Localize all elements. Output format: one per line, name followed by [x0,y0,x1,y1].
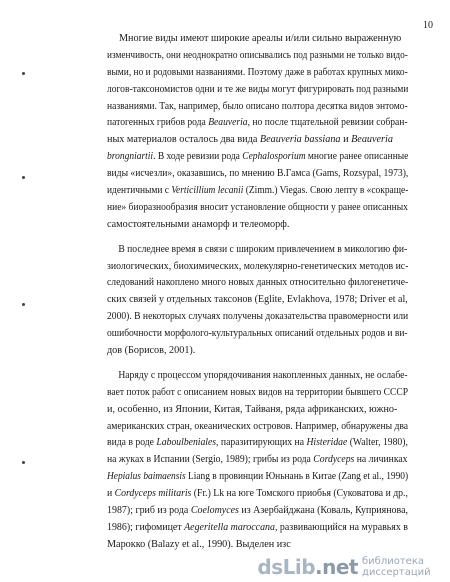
text-line: 1987); гриб из рода Coelomyces из Азербайджана (Коваль, Куприянова, [107,505,408,517]
text-line: В последнее время в связи с широким привлечением в микологию фи- [118,243,408,255]
text-line: ошибочности морфолого-культуральных описаний отдельных родов и ви- [107,328,408,340]
text-line: Наряду с процессом упорядочивания накопленных данных, не ослабе- [118,369,408,381]
watermark-logo: dsLib.net [257,555,358,579]
text-line: Hepialus baimaensis Liang в провинции Юньнань в Китае (Zang et al., 1990) [107,471,409,483]
scan-edge-mark [22,461,25,464]
text-line: дов (Борисов, 2001). [107,345,196,357]
text-line: идентичными с Verticillium lecanii (Zimm.) Viegas. Свою лепту в «сокраще- [107,185,409,197]
text-line: названиями. Так, например, было описано полтора десятка видов энтомо- [107,100,408,112]
paragraph-gap [107,234,408,242]
scan-edge-mark [22,72,25,75]
paragraph-gap [107,360,408,368]
text-line: ние» биоразнообразия вносит установление общности у ранее описанных [107,201,408,213]
watermark [257,556,442,578]
text-line: вида в роде Laboulbeniales, паразитирующих на Histeridae (Walter, 1980), [107,437,408,449]
text-line: ских связей у отдельных таксонов (Eglite, Evlakhova, 1978; Driver et al, [107,294,408,306]
text-line: brongniartii. В ходе ревизии рода Cephalosporium многие ранее описанные [107,151,409,163]
watermark-subtitle: библиотека диссертаций [362,556,431,578]
text-line: самостоятельными анаморф и телеоморф. [107,218,290,230]
text-line: Многие виды имеют широкие ареалы и/или сильно выраженную [119,33,402,44]
text-line: американских стран, океанических островов. Например, обнаружены два [107,420,409,432]
text-line: следований накоплено много новых данных относительно филогенетиче- [107,277,409,289]
text-line: и Cordyceps militaris (Fr.) Lk на юге Томского приобья (Суковатова и др., [107,488,408,500]
text-line: виды «исчезли», оказавшись, по мнению В.Гамса (Gams, Rozsypal, 1973), [107,168,409,180]
text-line: 1986); гифомицет Aegeritella maroccana, развивающийся на муравьях в [107,521,408,533]
body-text [107,31,408,554]
text-line: на жуках в Испании (Sergio, 1989); грибы из рода Cordyceps на личинках [107,454,408,466]
text-line: и, особенно, из Японии, Китая, Тайваня, ряда африканских, южно- [107,403,398,415]
text-line: 2000). В некоторых случаях получены доказательства правомерности или [107,311,409,323]
text-line: выми, но и родовыми названиями. Поэтому даже в работах крупных мико- [107,66,408,78]
scan-edge-mark [22,176,25,179]
page-number: 10 [423,20,433,31]
text-line: логов-таксономистов одни и те же виды могут фигурировать под разными [107,83,409,95]
text-line: зиологических, биохимических, молекулярно-генетических методов ис- [107,260,409,272]
text-line: патогенных грибов рода Beauveria, но после тщательной ревизии собран- [107,117,408,129]
text-line: ных материалов осталось два вида Beauveria bassiana и Beauveria [107,134,393,146]
scan-edge-mark [22,303,25,306]
text-line: вает поток работ с описанием новых видов на территории бывшего СССР [107,386,409,398]
text-line: изменчивость, они неоднократно описывались под разными не только видо- [107,49,408,61]
text-line: Марокко (Balazy et al., 1990). Выделен изс [107,538,291,550]
